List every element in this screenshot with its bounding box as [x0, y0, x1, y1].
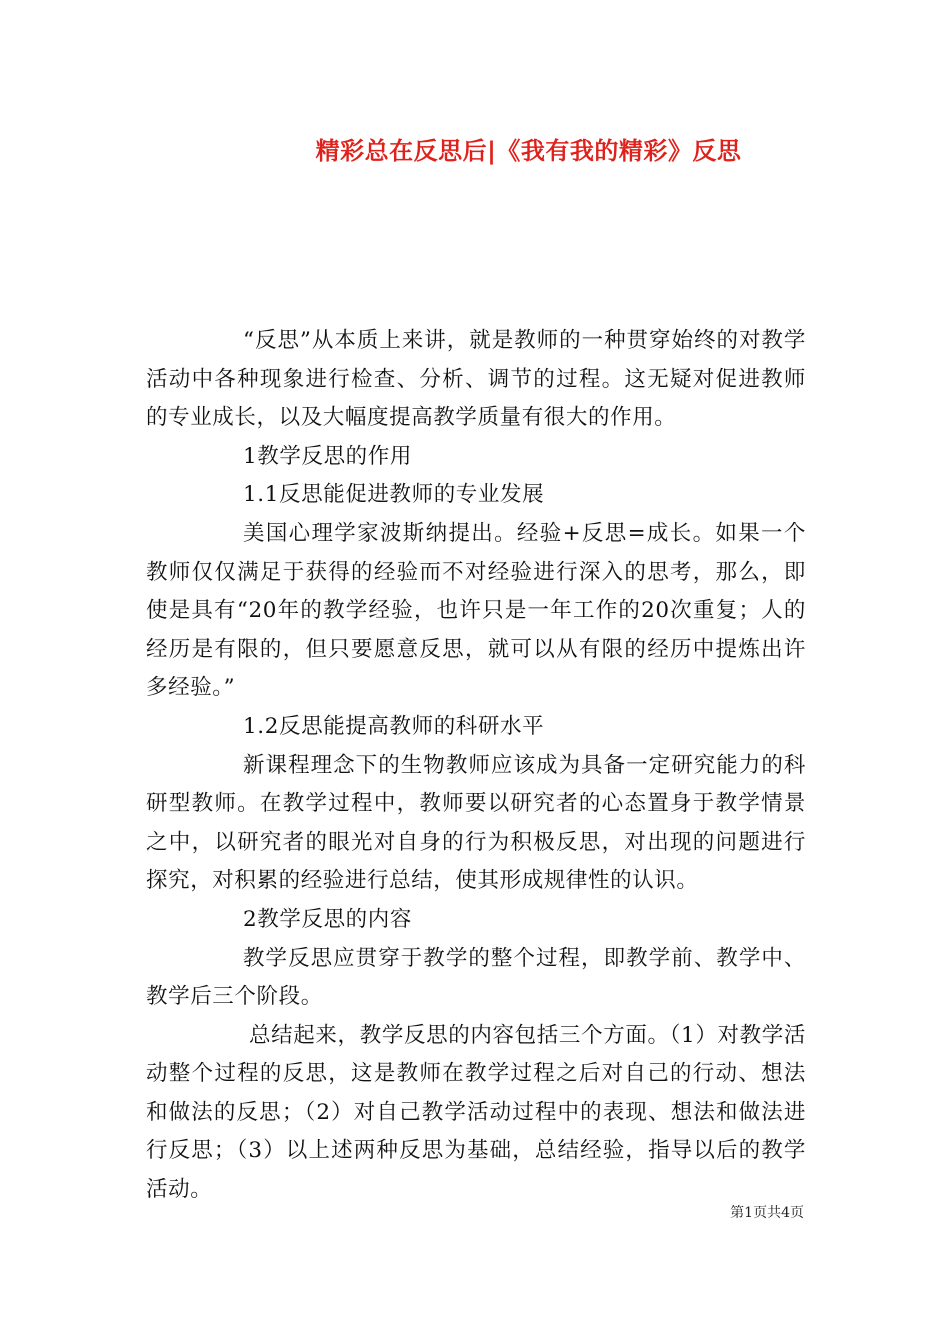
body-text	[146, 322, 806, 1210]
paragraph-section-2: 教学反思应贯穿于教学的整个过程，即教学前、教学中、教学后三个阶段。	[146, 945, 806, 1010]
paragraph-intro: “反思”从本质上来讲，就是教师的一种贯穿始终的对教学活动中各种现象进行检查、分析、调节的过程。这无疑对促进教师的专业成长，以及大幅度提高教学质量有很大的作用。	[146, 328, 806, 431]
paragraph-summary: 总结起来，教学反思的内容包括三个方面。（1）对教学活动整个过程的反思，这是教师在教学过程之后对自己的行动、想法和做法的反思；（2）对自己教学活动过程中的表现、想法和做法进行反思；（3）以上述两种反思为基础，总结经验，指导以后的教学活动。	[146, 1022, 806, 1203]
heading-section-1-2: 1.2反思能提高教师的科研水平	[243, 713, 545, 739]
paragraph-section-1-1: 美国心理学家波斯纳提出。经验+反思=成长。如果一个教师仅仅满足于获得的经验而不对经验进行深入的思考，那么，即使是具有“20年的教学经验，也许只是一年工作的20次重复；人的经历是有限的，但只要愿意反思，就可以从有限的经历中提炼出许多经验。”	[146, 520, 806, 701]
paragraph-section-1-2: 新课程理念下的生物教师应该成为具备一定研究能力的科研型教师。在教学过程中，教师要以研究者的心态置身于教学情景之中，以研究者的眼光对自身的行为积极反思，对出现的问题进行探究，对积累的经验进行总结，使其形成规律性的认识。	[146, 752, 806, 894]
heading-section-2: 2教学反思的内容	[243, 906, 412, 932]
page-title: 精彩总在反思后|《我有我的精彩》反思	[315, 137, 742, 165]
page-number: 第1页共4页	[730, 1205, 804, 1221]
heading-section-1: 1教学反思的作用	[243, 443, 412, 469]
heading-section-1-1: 1.1反思能促进教师的专业发展	[243, 482, 545, 508]
